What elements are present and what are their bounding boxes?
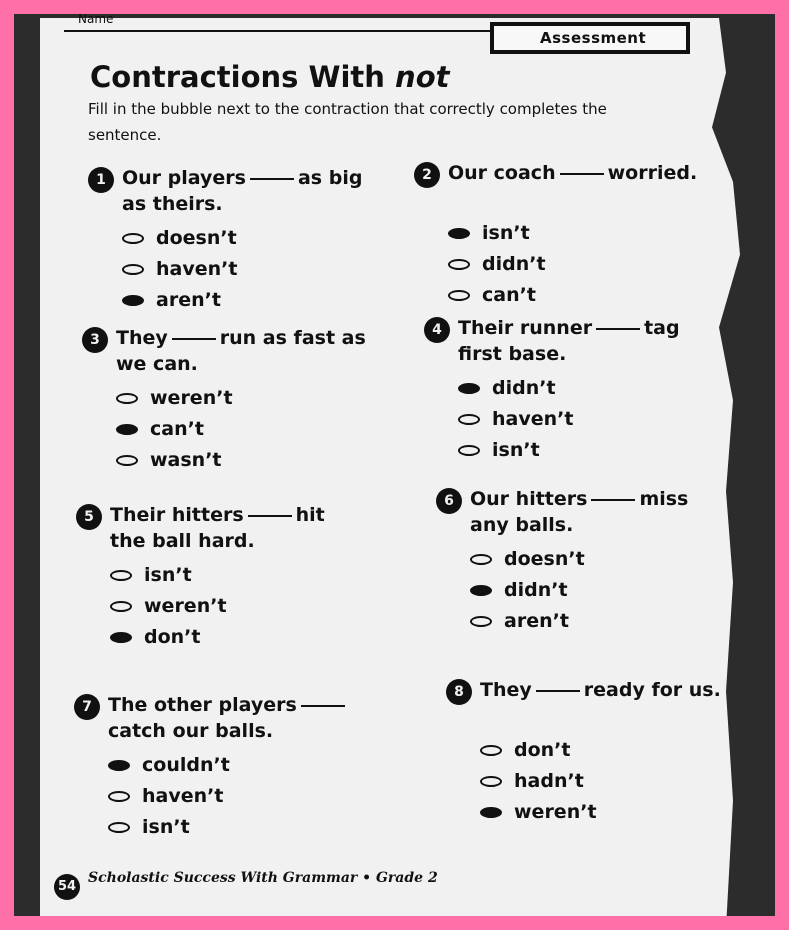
- empty-bubble[interactable]: [470, 554, 492, 565]
- empty-bubble[interactable]: [122, 264, 144, 275]
- question-stem: [108, 692, 358, 744]
- worksheet-page: [40, 18, 740, 916]
- assessment-box: [490, 22, 690, 54]
- question-number: 8: [446, 679, 472, 705]
- answer-blank: [596, 328, 640, 330]
- stem-before: The other players: [108, 694, 297, 716]
- stem-after: hit the ball hard.: [110, 504, 325, 552]
- instructions: Fill in the bubble next to the contraction that correctly completes the sentence.: [88, 100, 607, 144]
- option-label: isn’t: [142, 816, 190, 838]
- answer-blank: [248, 515, 292, 517]
- option-label: haven’t: [492, 408, 574, 430]
- stem-before: Their hitters: [110, 504, 244, 526]
- question-number: 6: [436, 488, 462, 514]
- option-label: didn’t: [492, 377, 556, 399]
- assessment-label: Assessment: [540, 29, 647, 47]
- option-label: weren’t: [514, 801, 597, 823]
- option-label: can’t: [150, 418, 204, 440]
- question-number: 3: [82, 327, 108, 353]
- question-stem: [480, 677, 730, 703]
- option-label: weren’t: [150, 387, 233, 409]
- empty-bubble[interactable]: [108, 822, 130, 833]
- question-stem: [458, 315, 708, 367]
- question-stem: [470, 486, 720, 538]
- empty-bubble[interactable]: [448, 290, 470, 301]
- question-stem: [116, 325, 366, 377]
- empty-bubble[interactable]: [480, 745, 502, 756]
- option-label: haven’t: [156, 258, 238, 280]
- empty-bubble[interactable]: [116, 455, 138, 466]
- stem-after: tag first base.: [458, 317, 680, 365]
- question-number: 5: [76, 504, 102, 530]
- filled-bubble[interactable]: [108, 760, 130, 771]
- title-italic: not: [395, 60, 450, 94]
- question-stem: [122, 165, 372, 217]
- footer-text: Scholastic Success With Grammar • Grade 2: [88, 870, 438, 886]
- page-number: 54: [54, 874, 80, 900]
- question-number: 1: [88, 167, 114, 193]
- stem-after: miss any balls.: [470, 488, 689, 536]
- stem-after: ready for us.: [583, 679, 721, 701]
- name-line: [64, 12, 524, 32]
- option-label: aren’t: [156, 289, 221, 311]
- stem-before: Our hitters: [470, 488, 588, 510]
- answer-blank: [250, 178, 294, 180]
- option-label: don’t: [514, 739, 571, 761]
- empty-bubble[interactable]: [470, 616, 492, 627]
- empty-bubble[interactable]: [458, 414, 480, 425]
- stem-before: They: [480, 679, 532, 701]
- filled-bubble[interactable]: [458, 383, 480, 394]
- question-number: 2: [414, 162, 440, 188]
- option-label: doesn’t: [156, 227, 237, 249]
- empty-bubble[interactable]: [458, 445, 480, 456]
- empty-bubble[interactable]: [110, 601, 132, 612]
- page-title: [90, 60, 449, 94]
- filled-bubble[interactable]: [480, 807, 502, 818]
- option-label: haven’t: [142, 785, 224, 807]
- stem-after: as big as theirs.: [122, 167, 363, 215]
- empty-bubble[interactable]: [448, 259, 470, 270]
- stem-before: Our coach: [448, 162, 556, 184]
- title-main: Contractions With: [90, 60, 396, 94]
- option-label: didn’t: [504, 579, 568, 601]
- empty-bubble[interactable]: [116, 393, 138, 404]
- option-label: can’t: [482, 284, 536, 306]
- option-label: hadn’t: [514, 770, 584, 792]
- answer-blank: [591, 499, 635, 501]
- stem-after: run as fast as we can.: [116, 327, 366, 375]
- option-label: doesn’t: [504, 548, 585, 570]
- question-number: 4: [424, 317, 450, 343]
- question-number: 7: [74, 694, 100, 720]
- answer-blank: [172, 338, 216, 340]
- option-label: couldn’t: [142, 754, 230, 776]
- filled-bubble[interactable]: [470, 585, 492, 596]
- empty-bubble[interactable]: [108, 791, 130, 802]
- stem-before: They: [116, 327, 168, 349]
- option-label: don’t: [144, 626, 201, 648]
- stem-after: worried.: [607, 162, 698, 184]
- answer-blank: [560, 173, 604, 175]
- empty-bubble[interactable]: [110, 570, 132, 581]
- empty-bubble[interactable]: [122, 233, 144, 244]
- stem-before: Their runner: [458, 317, 593, 339]
- stem-before: Our players: [122, 167, 246, 189]
- stem-after: catch our balls.: [108, 720, 274, 742]
- empty-bubble[interactable]: [480, 776, 502, 787]
- answer-blank: [536, 690, 580, 692]
- filled-bubble[interactable]: [122, 295, 144, 306]
- option-label: isn’t: [492, 439, 540, 461]
- answer-blank: [301, 705, 345, 707]
- question-stem: [110, 502, 360, 554]
- option-label: wasn’t: [150, 449, 222, 471]
- filled-bubble[interactable]: [116, 424, 138, 435]
- option-label: weren’t: [144, 595, 227, 617]
- option-label: didn’t: [482, 253, 546, 275]
- name-label: Name: [78, 12, 114, 26]
- filled-bubble[interactable]: [110, 632, 132, 643]
- option-label: aren’t: [504, 610, 569, 632]
- option-label: isn’t: [144, 564, 192, 586]
- filled-bubble[interactable]: [448, 228, 470, 239]
- question-stem: [448, 160, 698, 186]
- option-label: isn’t: [482, 222, 530, 244]
